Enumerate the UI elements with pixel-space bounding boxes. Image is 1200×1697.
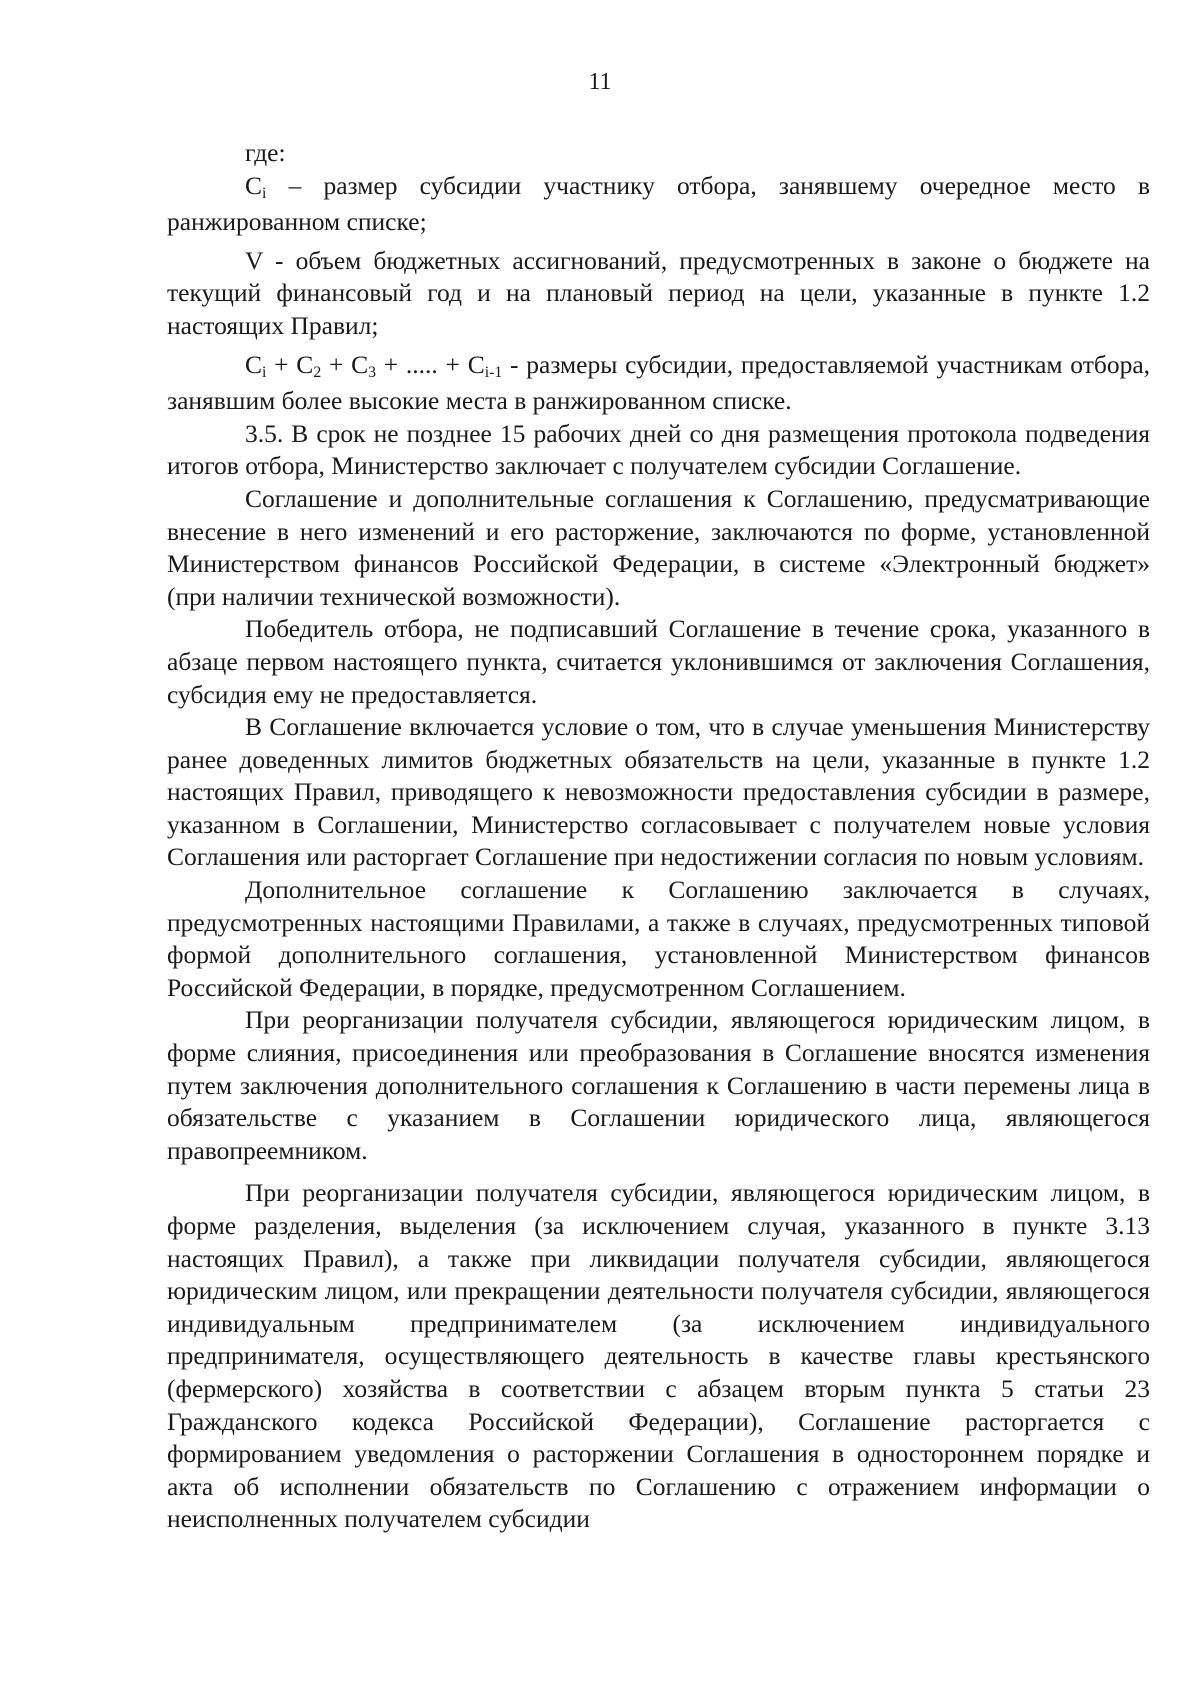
document-body — [167, 137, 1150, 1536]
paragraph-3-5: 3.5. В срок не позднее 15 рабочих дней со дня размещения протокола подведения итогов отбора, Министерство заключает с получателем субсидии Соглашение. — [167, 418, 1150, 481]
paragraph-additional-agreement: Дополнительное соглашение к Соглашению заключается в случаях, предусмотренных настоящими Правилами, а также в случаях, предусмотренных типовой формой дополнительного соглашения, установленной Министерством финансов Российской Федерации, в порядке, предусмотренном Соглашением. — [167, 875, 1150, 1002]
formula-subscript-i-minus-1: i-1 — [484, 363, 503, 381]
paragraph-sum-definition — [167, 349, 1150, 418]
formula-plus: + — [266, 349, 297, 379]
sum-definition-text: - размеры субсидии, предоставляемой участникам отбора, занявшим более высокие места в ранжированном списке. — [167, 349, 1151, 416]
formula-term-c1: C — [245, 349, 263, 379]
formula-symbol-c: C — [245, 170, 263, 200]
paragraph-where: где: — [245, 138, 286, 167]
formula-plus: + — [376, 349, 406, 379]
formula-ellipsis: ..... — [405, 349, 438, 379]
ci-definition-text: – размер субсидии участнику отбора, занявшему очередное место в ранжированном списке; — [167, 170, 1150, 237]
formula-term-ci-1: C — [467, 349, 485, 379]
paragraph-agreement-forms: Соглашение и дополнительные соглашения к Соглашению, предусматривающие внесение в него изменений и его расторжение, заключаются по форме, установленной Министерством финансов Российской Федерации, в системе «Электронный бюджет» (при наличии технической возможности). — [167, 483, 1150, 611]
paragraph-winner: Победитель отбора, не подписавший Соглашение в течение срока, указанного в абзаце первом настоящего пункта, считается уклонившимся от заключения Соглашения, субсидия ему не предоставляется. — [167, 614, 1150, 709]
formula-subscript-1: i — [262, 363, 267, 381]
formula-plus: + — [437, 349, 468, 379]
formula-subscript-3: 3 — [368, 363, 377, 381]
paragraph-ci-definition — [167, 170, 1150, 239]
paragraph-limits: В Соглашение включается условие о том, что в случае уменьшения Министерству ранее доведенных лимитов бюджетных обязательств на цели, указанные в пункте 1.2 настоящих Правил, приводящего к невозможности предоставления субсидии в размере, указанном в Соглашении, Министерство согласовывает с получателем новые условия Соглашения или расторгает Соглашение при недостижении согласия по новым условиям. — [167, 712, 1150, 872]
paragraph-reorganization-merge: При реорганизации получателя субсидии, являющегося юридическим лицом, в форме слияния, присоединения или преобразования в Соглашение вносятся изменения путем заключения дополнительного соглашения к Соглашению в части перемены лица в обязательстве с указанием в Соглашении юридического лица, являющегося правопреемником. — [167, 1005, 1150, 1165]
formula-subscript-2: 2 — [313, 363, 322, 381]
formula-plus: + — [321, 349, 352, 379]
paragraph-reorganization-split: При реорганизации получателя субсидии, являющегося юридическим лицом, в форме разделения, выделения (за исключением случая, указанного в пункте 3.13 настоящих Правил), а также при ликвидации получателя субсидии, являющегося юридическим лицом, или прекращении деятельности получателя субсидии, являющегося индивидуальным предпринимателем (за исключением индивидуального предпринимателя, осуществляющего деятельность в качестве главы крестьянского (фермерского) хозяйства в соответствии с абзацем вторым пункта 5 статьи 23 Гражданского кодекса Российской Федерации), Соглашение расторгается с формированием уведомления о расторжении Соглашения в одностороннем порядке и акта об исполнении обязательств по Соглашению с отражением информации о неисполненных получателем субсидии — [167, 1178, 1150, 1534]
formula-term-c3: C — [351, 349, 369, 379]
formula-term-c2: C — [296, 349, 314, 379]
formula-subscript-i: i — [262, 184, 267, 202]
paragraph-v-definition: V - объем бюджетных ассигнований, предусмотренных в законе о бюджете на текущий финансовый год и на плановый период на цели, указанные в пункте 1.2 настоящих Правил; — [167, 245, 1150, 340]
page-number: 11 — [588, 69, 612, 95]
